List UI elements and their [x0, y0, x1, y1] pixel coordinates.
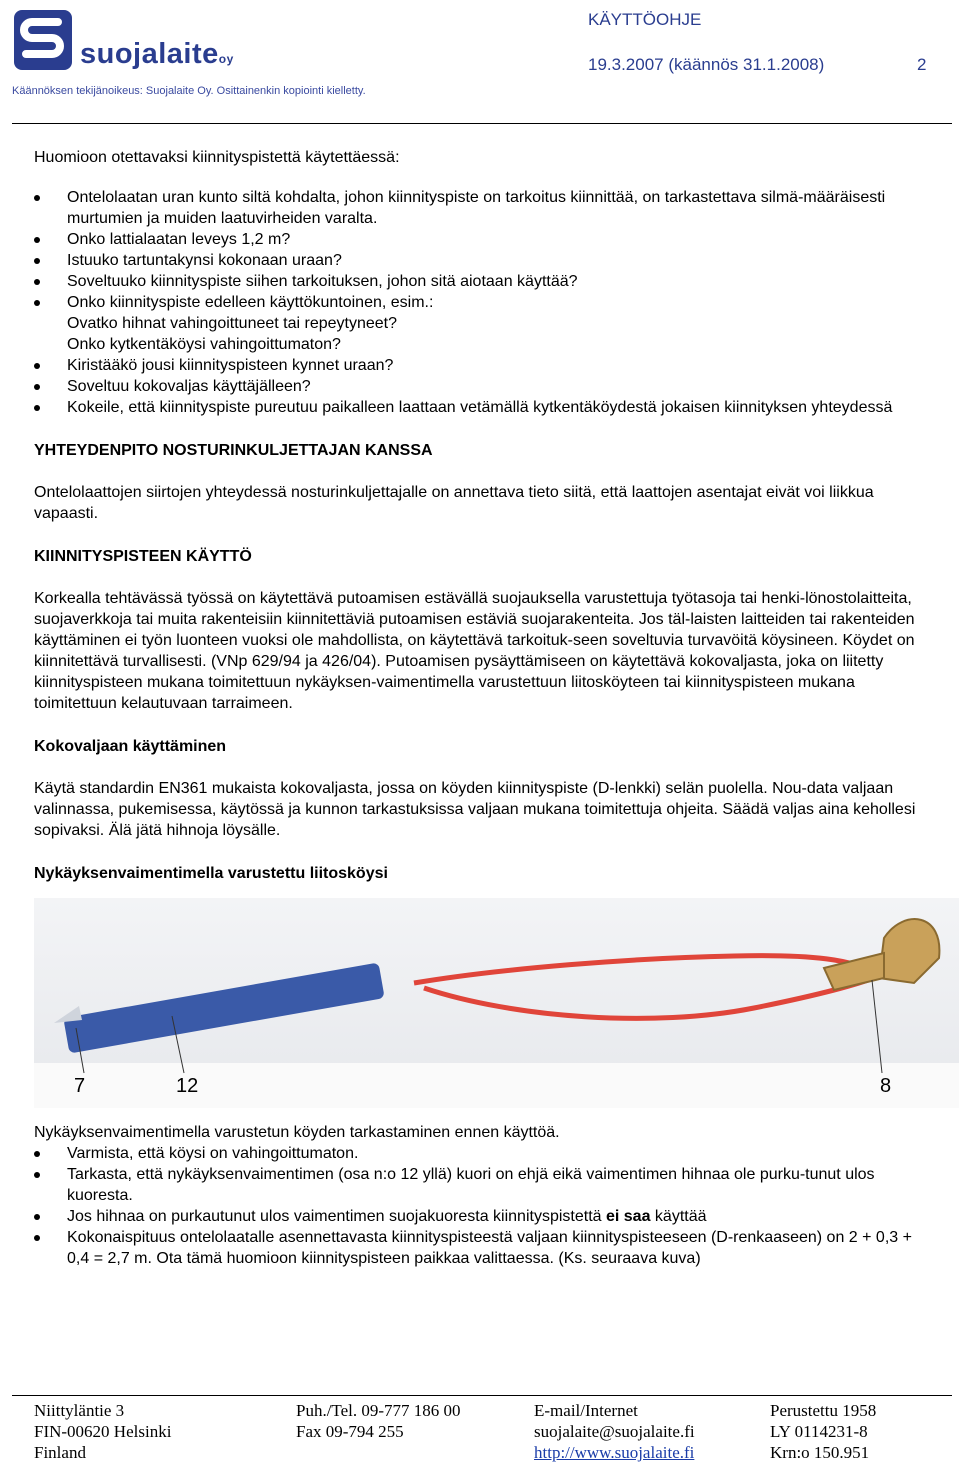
document-date: 19.3.2007 (käännös 31.1.2008) [588, 55, 825, 74]
paragraph: Käytä standardin EN361 mukaista kokovaljasta, jossa on köyden kiinnityspiste (D-lenkki) selän puolella. Nou-data valjaan valinnassa, pukemisessa, käytössä ja kunnon tarkastuksissa valjaan mukana toimitettuja ohjeita. Säädä valjas aina kehollesi sopivaksi. Älä jätä hihnoja löysälle. [34, 780, 916, 839]
website-link[interactable]: http://www.suojalaite.fi [534, 1443, 695, 1462]
list-item: Onko kiinnityspiste edelleen käyttökuntoinen, esim.: [34, 292, 934, 313]
list-item: Jos hihnaa on purkautunut ulos vaimentimen suojakuoresta kiinnityspistettä ei saa käyttää [34, 1206, 934, 1227]
photo-label: 7 [74, 1075, 86, 1097]
section-heading: Nykäyksenvaimentimella varustettu liitosköysi [34, 865, 388, 882]
photo-caption: Nykäyksenvaimentimella varustetun köyden tarkastaminen ennen käyttöä. [34, 1124, 560, 1141]
footer-company-info: Perustettu 1958 LY 0114231-8 Krn:o 150.951 [770, 1401, 877, 1462]
list-item: Ontelolaatan uran kunto siltä kohdalta, johon kiinnityspiste on tarkoitus kiinnittää, on tarkastettava silmä-määräisesti murtumien ja muiden laatuvirheiden varalta. [34, 187, 934, 229]
footer-contact: E-mail/Internet suojalaite@suojalaite.fi http://www.suojalaite.fi [534, 1401, 695, 1462]
company-logo [12, 8, 74, 76]
checklist [34, 187, 934, 418]
paragraph: Korkealla tehtävässä työssä on käytettävä putoamisen estävällä suojauksella varustettuja työtasoja tai henki-lönostolaitteita, suojaverkkoja tai muita rakenteisiin kiinnitettäviä putoamisen estäviä suojarakenteita. Jos täl-laisten laitteiden tai rakenteiden käyttäminen ei työn luonteen vuoksi ole mahdollista, on käytettävä tarkoituk-seen soveltuvia turvavöitä köysineen. Köydet on kiinnitettävä turvallisesti. (VNp 629/94 ja 426/04). Putoamisen pysäyttämiseen on käytettävä kokovaljasta, joka on liitetty kiinnityspisteen mukana toimitettuun nykäyksen-vaimentimella varustettuun liitosköyteen tai kiinnityspisteen mukana toimitettuun kelautuvaan tarraimeen. [34, 590, 915, 712]
photo-label: 12 [176, 1075, 199, 1097]
list-item: Kiristääkö jousi kiinnityspisteen kynnet uraan? [34, 355, 934, 376]
footer-divider [12, 1395, 952, 1396]
list-item: Istuuko tartuntakynsi kokonaan uraan? [34, 250, 934, 271]
list-item: Ovatko hihnat vahingoittuneet tai repeytyneet? [67, 315, 397, 332]
footer-address: Niittyläntie 3 FIN-00620 Helsinki Finland [34, 1401, 172, 1462]
list-item: Kokeile, että kiinnityspiste pureutuu paikalleen laattaan vetämällä kytkentäköydestä jokaisen kiinnityksen yhteydessä [34, 397, 934, 418]
document-body [34, 140, 934, 1269]
section-heading: Huomioon otettavaksi kiinnityspistettä käytettäessä: [34, 149, 400, 166]
list-item: Tarkasta, että nykäyksenvaimentimen (osa n:o 12 yllä) kuori on ehjä eikä vaimentimen hihnaa ole purku-tunut ulos kuoresta. [34, 1164, 934, 1206]
section-heading: YHTEYDENPITO NOSTURINKULJETTAJAN KANSSA [34, 442, 433, 459]
section-heading: Kokovaljaan käyttäminen [34, 738, 227, 755]
list-item: Soveltuuko kiinnityspiste siihen tarkoituksen, johon sitä aiotaan käyttää? [34, 271, 934, 292]
email-link[interactable]: suojalaite@suojalaite.fi [534, 1422, 695, 1441]
list-item: Onko lattialaatan leveys 1,2 m? [34, 229, 934, 250]
list-item: Soveltuu kokovaljas käyttäjälleen? [34, 376, 934, 397]
list-item: Onko kytkentäköysi vahingoittumaton? [67, 336, 341, 353]
section-heading: KIINNITYSPISTEEN KÄYTTÖ [34, 548, 252, 565]
footer-phone: Puh./Tel. 09-777 186 00 Fax 09-794 255 [296, 1401, 461, 1441]
paragraph: Ontelolaattojen siirtojen yhteydessä nosturinkuljettajalle on annettava tieto siitä, että laattojen asentajat eivät voi liikkua vapaasti. [34, 484, 874, 522]
photo-label: 8 [880, 1075, 892, 1097]
page-number: 2 [917, 55, 927, 74]
list-item: Kokonaispituus ontelolaatalle asennettavasta kiinnityspisteestä valjaan kiinnityspisteeseen (D-renkaaseen) on 2 + 0,3 + 0,4 = 2,7 m. Ota tämä huomioon kiinnityspisteen paikkaa valittaessa. (Ks. seuraava kuva) [34, 1227, 934, 1269]
brand-name: suojalaiteoy [80, 38, 234, 70]
list-item: Varmista, että köysi on vahingoittumaton. [34, 1143, 934, 1164]
lanyard-photo [34, 898, 959, 1108]
copyright-notice: Käännöksen tekijänoikeus: Suojalaite Oy. Osittainenkin kopiointi kielletty. [12, 85, 366, 97]
inspection-list [34, 1143, 934, 1269]
header-divider [12, 123, 952, 124]
document-title: KÄYTTÖOHJE [588, 10, 702, 29]
